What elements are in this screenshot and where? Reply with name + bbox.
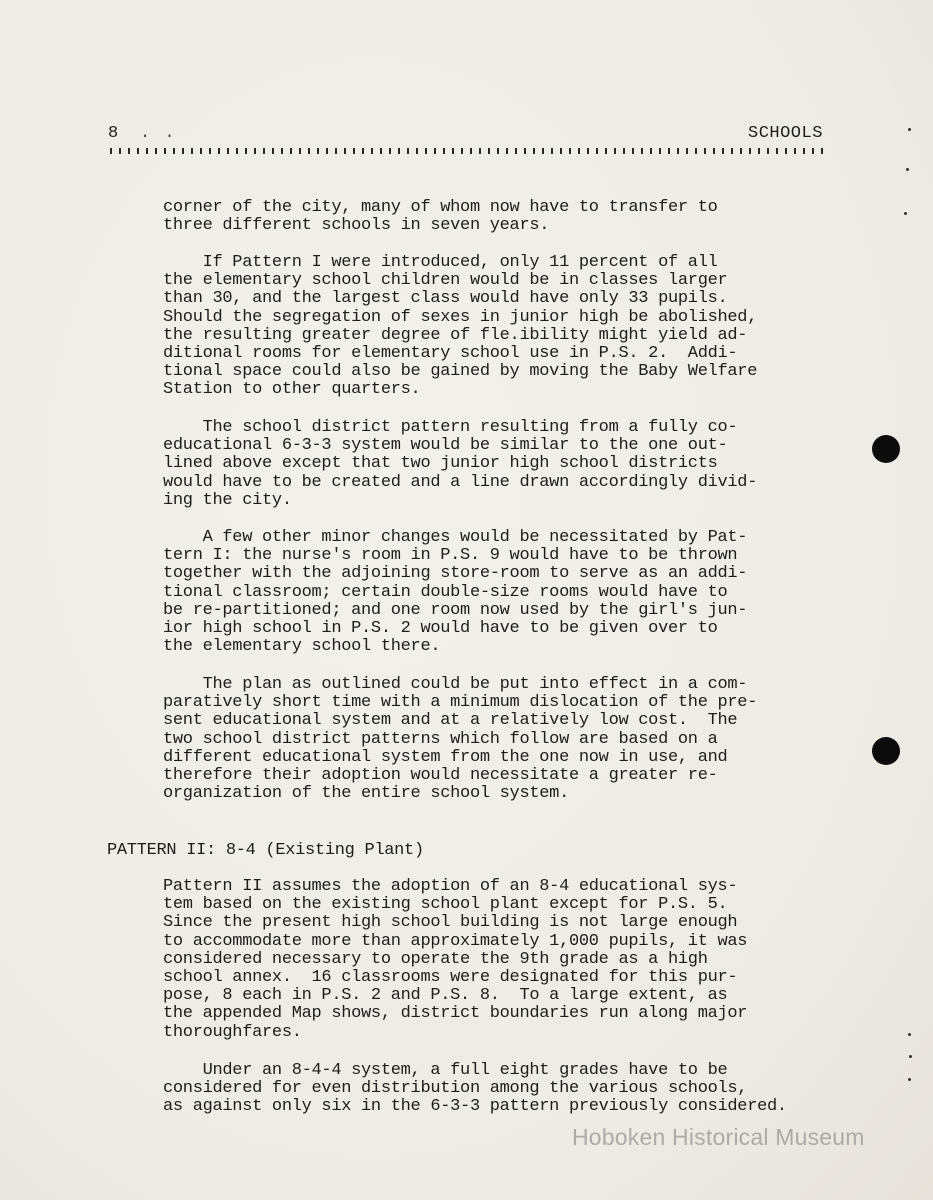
margin-speck [906, 168, 909, 171]
paragraph-2: If Pattern I were introduced, only 11 percent of all the elementary school children would be in classes larger than 30, and the largest class would have only 33 pupils. Should the segregation of sexes in junior high be abolished, the resulting greater degree of fle.ibility might yield ad- ditional rooms for elementary school use in P.S. 2. Addi- tional space could also be gained by moving the Baby Welfare Station to other quarters. [163, 253, 758, 400]
paragraph-4: A few other minor changes would be necessitated by Pat- tern I: the nurse's room in P.S. 9 would have to be thrown together with the adjoining store-room to serve as an addi- tional classroom; certain double-size rooms would have to be re-partitioned; and one room now used by the girl's jun- ior high school in P.S. 2 would have to be given over to the elementary school there. [163, 528, 748, 657]
page-number: 8 [108, 124, 119, 143]
section-heading: PATTERN II: 8-4 (Existing Plant) [107, 841, 424, 860]
header-rule [110, 146, 826, 156]
paragraph-1: corner of the city, many of whom now have to transfer to three different schools in seven years. [163, 198, 718, 236]
header-dots: . . [140, 124, 177, 143]
punch-hole-bottom [872, 737, 900, 765]
margin-speck [908, 128, 911, 131]
paragraph-3: The school district pattern resulting from a fully co- educational 6-3-3 system would be similar to the one out- lined above except that two junior high school districts would have to be created and a line drawn accordingly divid- ing the city. [163, 418, 758, 510]
paragraph-7: Under an 8-4-4 system, a full eight grades have to be considered for even distribution among the various schools, as against only six in the 6-3-3 pattern previously considered. [163, 1061, 787, 1117]
watermark: Hoboken Historical Museum [572, 1124, 865, 1150]
paragraph-5: The plan as outlined could be put into effect in a com- paratively short time with a minimum dislocation of the pre- sent educational system and at a relatively low cost. The two school district patterns which follow are based on a different educational system from the one now in use, and therefore their adoption would necessitate a greater re- organization of the entire school system. [163, 675, 758, 804]
margin-speck [908, 1078, 911, 1081]
punch-hole-top [872, 435, 900, 463]
margin-speck [908, 1033, 911, 1036]
paragraph-6: Pattern II assumes the adoption of an 8-4 educational sys- tem based on the existing school plant except for P.S. 5. Since the present high school building is not large enough to accommodate more than approximately 1,000 pupils, it was considered necessary to operate the 9th grade as a high school annex. 16 classrooms were designated for this pur- pose, 8 each in P.S. 2 and P.S. 8. To a large extent, as the appended Map shows, district boundaries run along major thoroughfares. [163, 877, 748, 1042]
section-title: SCHOOLS [748, 124, 823, 143]
margin-speck [909, 1055, 912, 1058]
margin-speck [904, 212, 907, 215]
